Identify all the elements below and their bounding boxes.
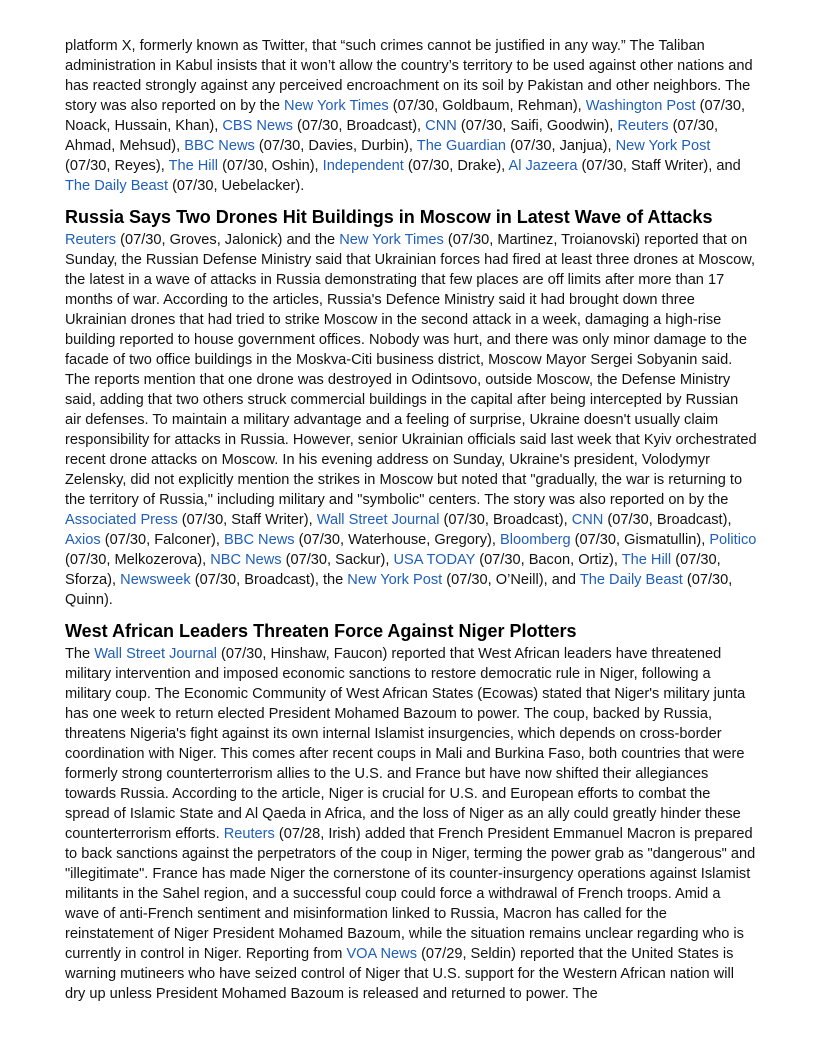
source-link-associated-press[interactable]: Associated Press: [65, 512, 178, 528]
paragraph-text: (07/30, Broadcast),: [439, 512, 572, 528]
section-paragraph: [65, 644, 757, 1004]
source-link-the-hill[interactable]: The Hill: [621, 552, 672, 568]
section-heading: Russia Says Two Drones Hit Buildings in Moscow in Latest Wave of Attacks: [65, 207, 713, 227]
source-link-reuters[interactable]: Reuters: [223, 826, 275, 842]
section-paragraph: [65, 36, 757, 196]
paragraph-text: (07/30, Sackur),: [281, 552, 394, 568]
paragraph-text: (07/30, Waterhouse, Gregory),: [294, 532, 501, 548]
source-link-the-hill[interactable]: The Hill: [168, 158, 219, 174]
source-link-wall-street-journal[interactable]: Wall Street Journal: [94, 646, 217, 662]
paragraph-text: (07/30, Hinshaw, Faucon) reported that West African leaders have threatened military intervention and imposed economic sanctions to restore democratic rule in Niger, following a military coup. The Economic Community of West African States (Ecowas) stated that Niger's military junta has one week to return elected President Mohamed Bazoum to power. The coup, backed by Russia, threatens Nigeria's fight against its own internal Islamist insurgencies, which depends on cross-border coordination with Niger. This comes after recent coups in Mali and Burkina Faso, both countries that were formerly strong counterterrorism allies to the U.S. and France but have now shifted their allegiances towards Russia. According to the article, Niger is crucial for U.S. and European efforts to combat the spread of Islamic State and Al Qaeda in Africa, and the loss of Niger as an ally could greatly hinder these counterterrorism efforts.: [65, 646, 746, 842]
source-link-bbc-news[interactable]: BBC News: [223, 532, 295, 548]
source-link-reuters[interactable]: Reuters: [617, 118, 669, 134]
paragraph-text: (07/30, Noack, Hussain, Khan),: [65, 98, 746, 134]
paragraph-text: (07/30, Davies, Durbin),: [254, 138, 417, 154]
source-link-bbc-news[interactable]: BBC News: [184, 138, 255, 154]
paragraph-text: (07/30, Falconer),: [100, 532, 224, 548]
source-link-cnn[interactable]: CNN: [571, 512, 604, 528]
source-link-al-jazeera[interactable]: Al Jazeera: [508, 158, 578, 174]
source-link-wall-street-journal[interactable]: Wall Street Journal: [316, 512, 440, 528]
paragraph-text: (07/30, Melkozerova),: [65, 552, 211, 568]
paragraph-text: (07/30, Broadcast),: [603, 512, 732, 528]
source-link-politico[interactable]: Politico: [709, 532, 757, 548]
paragraph-text: (07/30, Broadcast),: [292, 118, 426, 134]
paragraph-text: (07/30, Reyes),: [65, 158, 169, 174]
paragraph-text: The: [65, 646, 95, 662]
paragraph-text: (07/30, O’Neill), and: [442, 572, 580, 588]
paragraph-text: (07/30, Quinn).: [65, 572, 733, 608]
source-link-the-daily-beast[interactable]: The Daily Beast: [579, 572, 683, 588]
paragraph-text: (07/28, Irish) added that French President Emmanuel Macron is prepared to back sanctions against the perpetrators of the coup in Niger, terming the power grab as "dangerous" and "illegitimate". France has made Niger the cornerstone of its counter-insurgency operations against Islamist militants in the Sahel region, and a successful coup could force a withdrawal of French troops. Amid a wave of anti-French sentiment and misinformation linked to Russia, Macron has called for the reinstatement of Niger President Mohamed Bazoum, while the situation remains unclear regarding who is currently in control in Niger. Reporting from: [65, 826, 756, 962]
paragraph-text: (07/29, Seldin) reported that the United States is warning mutineers who have seized control of Niger that U.S. support for the Western African nation will dry up unless President Mohamed Bazoum is released and returned to power. The: [65, 946, 734, 1002]
paragraph-text: (07/30, Broadcast), the: [190, 572, 348, 588]
paragraph-text: (07/30, Janjua),: [506, 138, 616, 154]
paragraph-text: (07/30, Gismatullin),: [570, 532, 710, 548]
source-link-the-guardian[interactable]: The Guardian: [416, 138, 507, 154]
paragraph-text: (07/30, Groves, Jalonick) and the: [116, 232, 340, 248]
source-link-usa-today[interactable]: USA TODAY: [393, 552, 476, 568]
source-link-new-york-post[interactable]: New York Post: [347, 572, 443, 588]
paragraph-text: (07/30, Oshin),: [218, 158, 323, 174]
paragraph-text: (07/30, Staff Writer), and: [577, 158, 741, 174]
source-link-new-york-post[interactable]: New York Post: [615, 138, 711, 154]
paragraph-text: (07/30, Uebelacker).: [168, 178, 305, 194]
source-link-new-york-times[interactable]: New York Times: [284, 98, 389, 114]
source-link-axios[interactable]: Axios: [65, 532, 101, 548]
paragraph-text: (07/30, Drake),: [403, 158, 509, 174]
source-link-reuters[interactable]: Reuters: [65, 232, 117, 248]
source-link-voa-news[interactable]: VOA News: [346, 946, 418, 962]
section-heading: West African Leaders Threaten Force Against Niger Plotters: [65, 621, 577, 641]
section-paragraph: [65, 230, 757, 610]
article-body: [65, 36, 757, 1004]
source-link-newsweek[interactable]: Newsweek: [120, 572, 191, 588]
paragraph-text: (07/30, Martinez, Troianovski) reported that on Sunday, the Russian Defense Ministry said that Ukrainian forces had fired at least three drones at Moscow, the latest in a wave of attacks in Russia demonstrating that few places are off limits after more than 17 months of war. According to the articles, Russia's Defence Ministry said it had brought down three Ukrainian drones that had tried to strike Moscow in the second attack in a week, damaging a high-rise building reported to house government offices. Nobody was hurt, and there was only minor damage to the facade of two office buildings in the Moskva-Citi business district, Moscow Mayor Sergei Sobyanin said. The reports mention that one drone was destroyed in Odintsovo, outside Moscow, the Defense Ministry said, adding that two others struck commercial buildings in the capital after being intercepted by Russian air defenses. To maintain a military advantage and a feeling of surprise, Ukraine doesn't usually claim responsibility for attacks in Russia. However, senior Ukrainian officials said last week that Kyiv orchestrated recent drone attacks on Moscow. In his evening address on Sunday, Ukraine's president, Volodymyr Zelensky, did not explicitly mention the strikes in Moscow but noted that "gradually, the war is returning to the territory of Russia," including military and "symbolic" centers. The story was also reported on by the: [65, 232, 757, 508]
source-link-cnn[interactable]: CNN: [425, 118, 457, 134]
source-link-independent[interactable]: Independent: [322, 158, 404, 174]
source-link-the-daily-beast[interactable]: The Daily Beast: [65, 178, 169, 194]
source-link-bloomberg[interactable]: Bloomberg: [500, 532, 571, 548]
paragraph-text: (07/30, Goldbaum, Rehman),: [388, 98, 586, 114]
paragraph-text: (07/30, Saifi, Goodwin),: [456, 118, 618, 134]
paragraph-text: (07/30, Bacon, Ortiz),: [475, 552, 622, 568]
paragraph-text: (07/30, Staff Writer),: [177, 512, 317, 528]
paragraph-text: (07/30, Sforza),: [65, 552, 721, 588]
source-link-cbs-news[interactable]: CBS News: [222, 118, 293, 134]
source-link-nbc-news[interactable]: NBC News: [210, 552, 282, 568]
source-link-new-york-times[interactable]: New York Times: [339, 232, 444, 248]
paragraph-text: platform X, formerly known as Twitter, that “such crimes cannot be justified in any way.” The Taliban administration in Kabul insists that it won’t allow the country’s territory to be used against other nations and has reacted strongly against any perceived encroachment on its soil by Pakistan and other neighbors. The story was also reported on by the: [65, 38, 753, 114]
source-link-washington-post[interactable]: Washington Post: [585, 98, 696, 114]
paragraph-text: (07/30, Ahmad, Mehsud),: [65, 118, 719, 154]
